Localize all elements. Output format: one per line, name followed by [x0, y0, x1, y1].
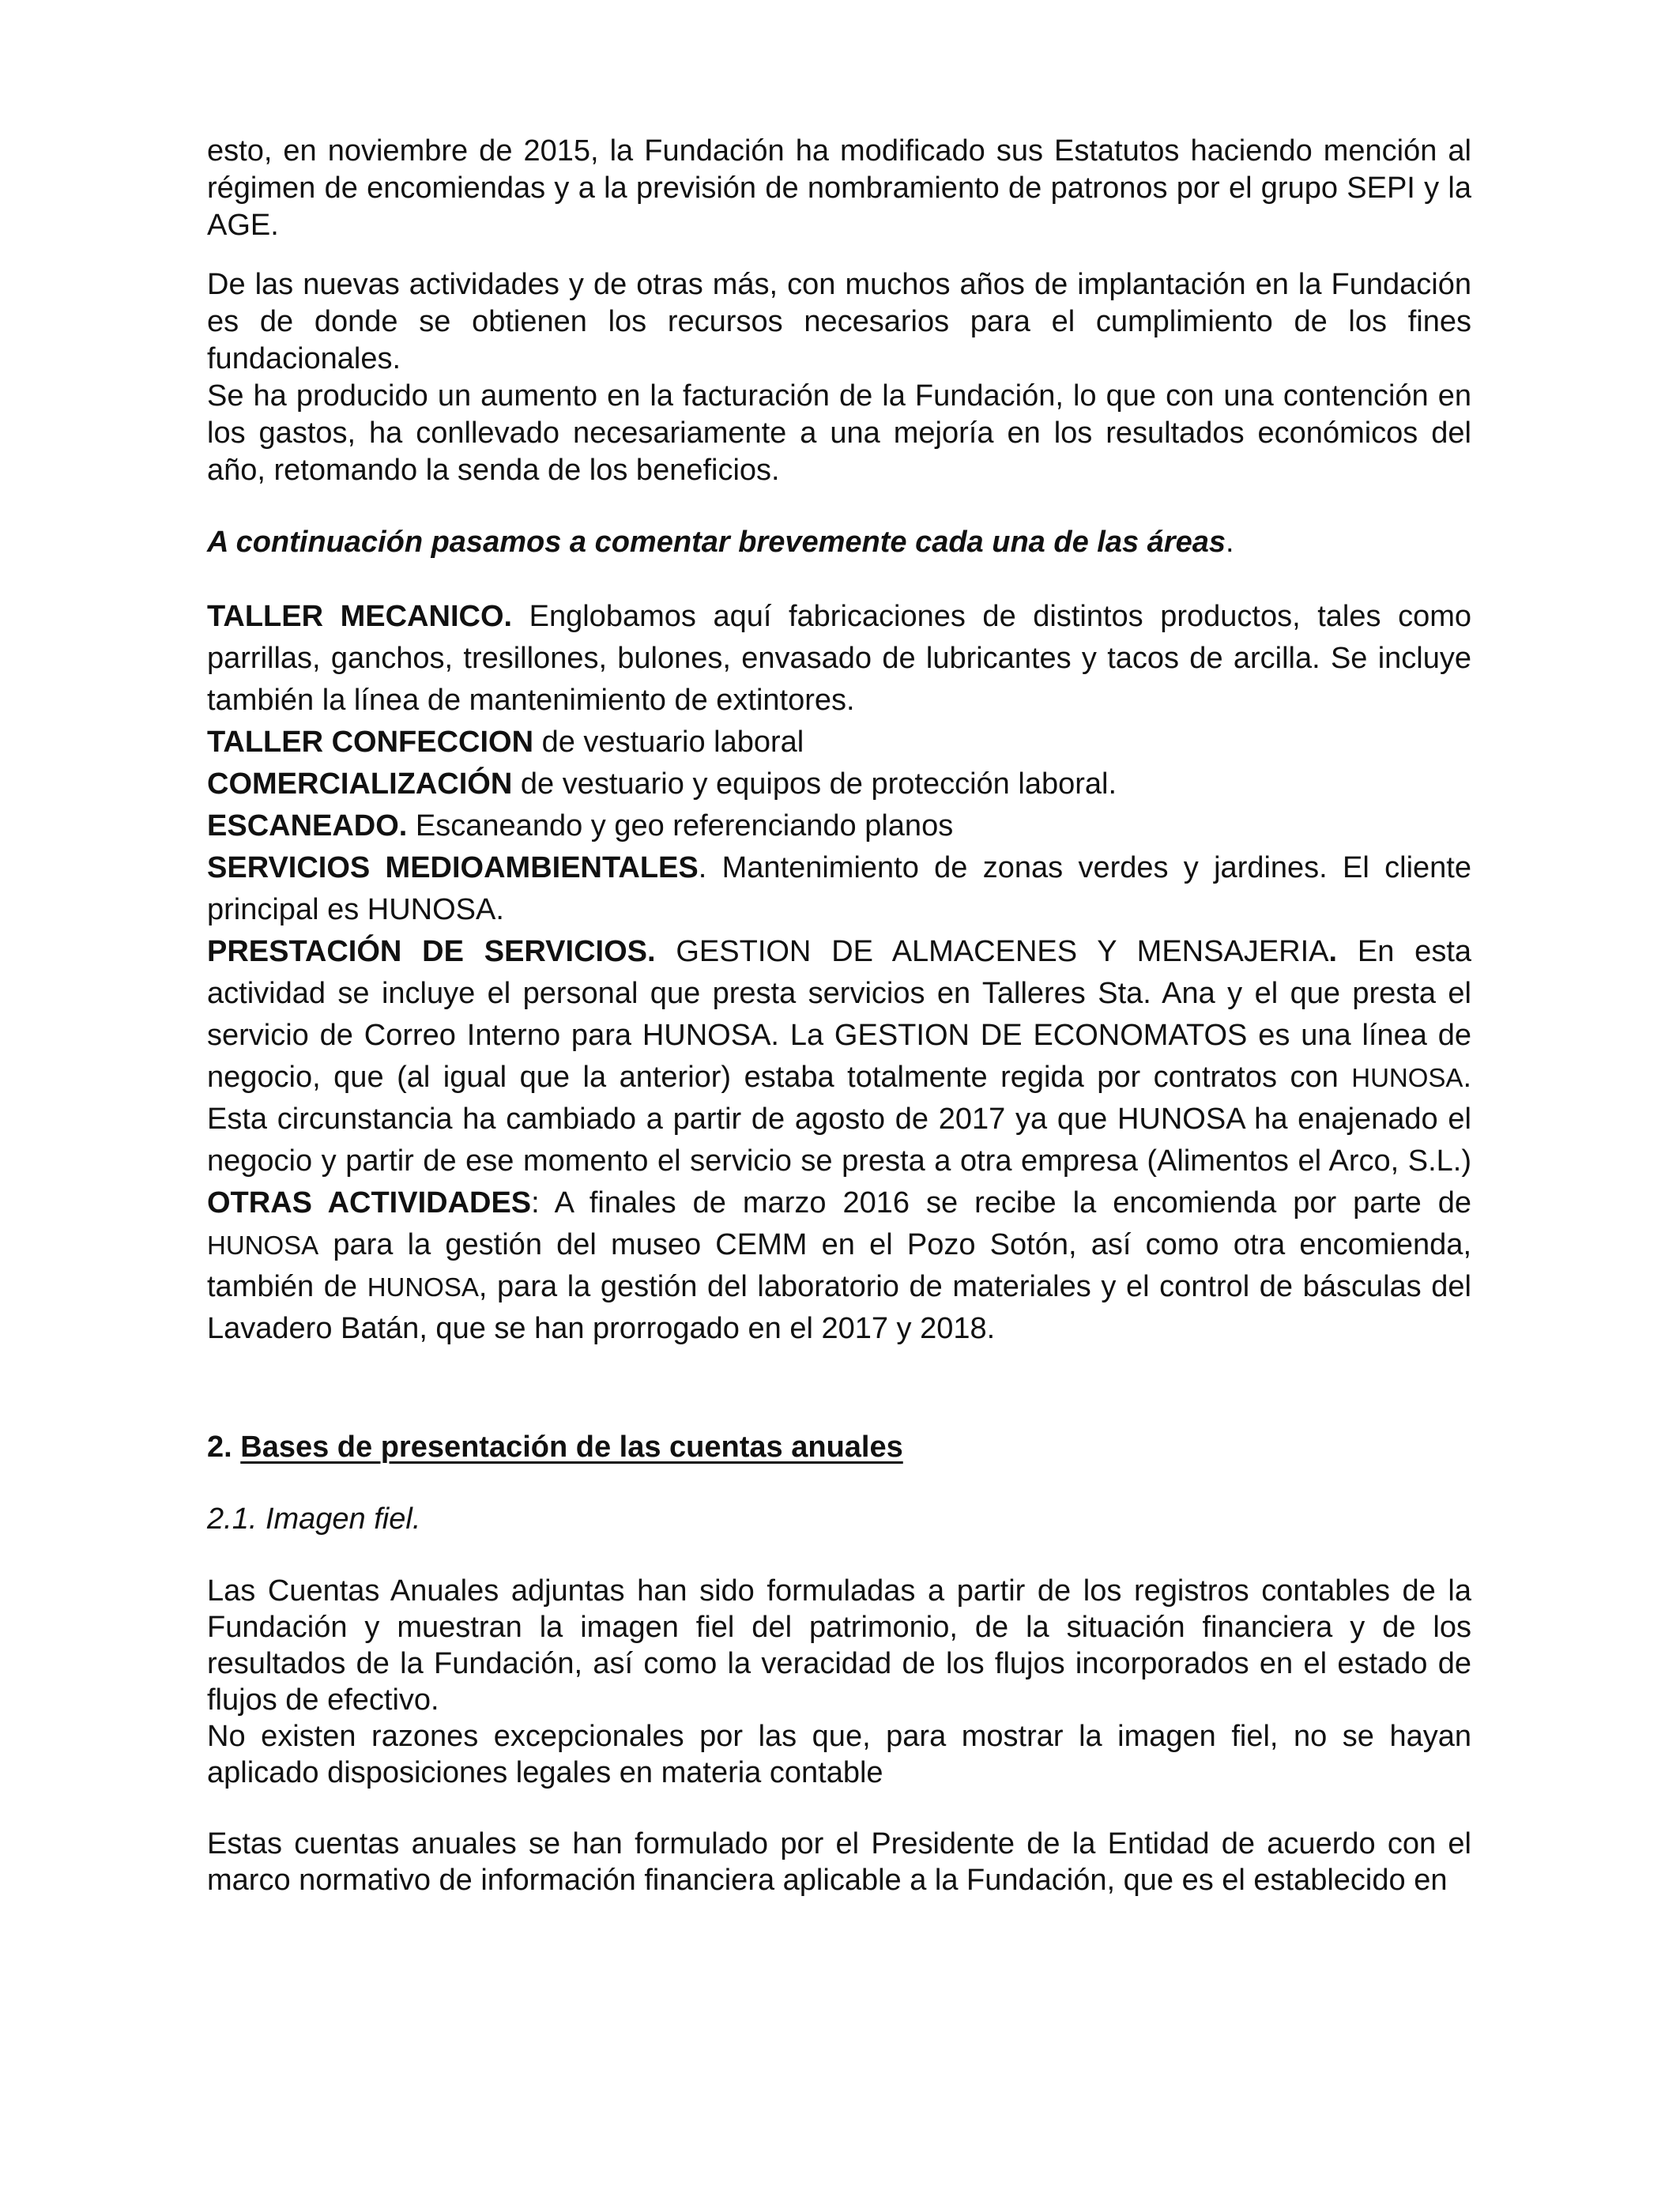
section-number: 2.: [207, 1431, 241, 1464]
area-text-period: .: [1328, 935, 1338, 968]
area-text: En esta actividad se incluye el personal que presta servicios en Talleres Sta. Ana y el que presta el servicio de Correo Interno para HUNOSA. La GESTION DE ECONOMATOS es una línea de negocio, que (al igual que la anterior) estaba totalmente regida por contratos con: [207, 935, 1472, 1094]
area-taller-confeccion: [207, 722, 1471, 763]
area-title: SERVICIOS MEDIOAMBIENTALES: [207, 851, 699, 884]
area-title: ESCANEADO.: [207, 809, 408, 843]
hunosa-label: HUNOSA: [1351, 1063, 1463, 1092]
spacer: [207, 489, 1471, 524]
area-text: GESTION DE ALMACENES Y MENSAJERIA: [655, 935, 1329, 968]
spacer: [207, 561, 1471, 596]
area-title: TALLER CONFECCION: [207, 726, 534, 759]
area-comercializacion: [207, 763, 1471, 805]
area-text: : A finales de marzo 2016 se recibe la encomienda por parte de: [531, 1186, 1471, 1220]
area-title: TALLER MECANICO.: [207, 600, 513, 633]
subsection-heading: 2.1. Imagen fiel.: [207, 1502, 421, 1536]
area-text: de vestuario laboral: [533, 726, 804, 759]
intro-paragraph-3: Se ha producido un aumento en la facturación de la Fundación, lo que con una contención en los gastos, ha conllevado necesariamente a una mejoría en los resultados económicos del año, retomando la senda de los beneficios.: [207, 379, 1471, 487]
area-prestacion-servicios: [207, 931, 1471, 1350]
area-text: de vestuario y equipos de protección laboral.: [512, 767, 1117, 801]
section-heading: [207, 1429, 1471, 1466]
spacer: [207, 1350, 1471, 1429]
spacer: [207, 244, 1471, 266]
area-title: PRESTACIÓN DE SERVICIOS.: [207, 935, 656, 968]
hunosa-label: HUNOSA: [367, 1272, 479, 1302]
document-page: [207, 133, 1471, 1898]
area-text: para la gestión del museo CEMM en el Pozo Sotón, así como otra encomienda, también de: [207, 1228, 1471, 1303]
spacer: [207, 1466, 1471, 1501]
area-title-otras-actividades: OTRAS ACTIVIDADES: [207, 1186, 532, 1220]
area-servicios-medioambientales: [207, 847, 1471, 931]
areas-intro-period: .: [1225, 526, 1234, 559]
section-paragraph-1: Las Cuentas Anuales adjuntas han sido formuladas a partir de los registros contables de la Fundación y muestran la imagen fiel del patrimonio, de la situación financiera y de los resultados de la Fundación, así como la veracidad de los flujos incorporados en el estado de flujos de efectivo.: [207, 1574, 1471, 1717]
intro-paragraph-2: De las nuevas actividades y de otras más, con muchos años de implantación en la Fundación es de donde se obtienen los recursos necesarios para el cumplimiento de los fines fundacionales.: [207, 268, 1471, 375]
hunosa-label: HUNOSA: [207, 1231, 319, 1260]
spacer: [207, 1791, 1471, 1826]
area-escaneado: [207, 805, 1471, 847]
area-text: Escaneando y geo referenciando planos: [407, 809, 954, 843]
intro-paragraph-1: esto, en noviembre de 2015, la Fundación ha modificado sus Estatutos haciendo mención al régimen de encomiendas y a la previsión de nombramiento de patronos por el grupo SEPI y la AGE.: [207, 134, 1471, 242]
areas-intro: [207, 524, 1471, 561]
area-taller-mecanico: [207, 596, 1471, 722]
area-text: , para la gestión del laboratorio de materiales y el control de básculas del Lavadero Batán, que se han prorrogado en el 2017 y 2018.: [207, 1270, 1471, 1345]
areas-intro-text: A continuación pasamos a comentar brevemente cada una de las áreas: [207, 526, 1226, 559]
spacer: [207, 1538, 1471, 1573]
section-paragraph-3: Estas cuentas anuales se han formulado por el Presidente de la Entidad de acuerdo con el marco normativo de información financiera aplicable a la Fundación, que es el establecido en: [207, 1827, 1471, 1897]
area-text: Englobamos aquí fabricaciones de distintos productos, tales como parrillas, ganchos, tresillones, bulones, envasado de lubricantes y tacos de arcilla. Se incluye también la línea de mantenimiento de extintores.: [207, 600, 1471, 717]
section-title: Bases de presentación de las cuentas anuales: [240, 1431, 903, 1464]
section-paragraph-2: No existen razones excepcionales por las que, para mostrar la imagen fiel, no se hayan aplicado disposiciones legales en materia contable: [207, 1720, 1471, 1789]
area-text: . Esta circunstancia ha cambiado a partir de agosto de 2017 ya que HUNOSA ha enajenado el negocio y partir de ese momento el servicio se presta a otra empresa (Alimentos el Arco, S.L.): [207, 1061, 1471, 1178]
area-text: . Mantenimiento de zonas verdes y jardines. El cliente principal es HUNOSA.: [207, 851, 1471, 926]
area-title: COMERCIALIZACIÓN: [207, 767, 513, 801]
